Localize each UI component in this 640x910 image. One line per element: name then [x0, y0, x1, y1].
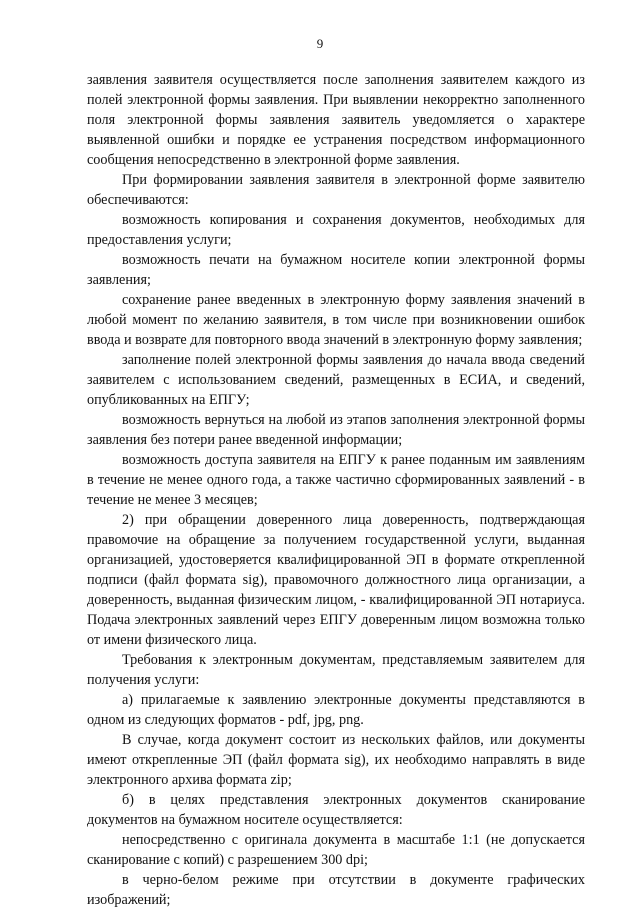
paragraph: возможность доступа заявителя на ЕПГУ к ранее поданным им заявлениям в течение не менее одного года, а также частично сформированных заявлений - в течение не менее 3 месяцев;: [87, 452, 585, 508]
paragraph: При формировании заявления заявителя в электронной форме заявителю обеспечиваются:: [87, 172, 585, 208]
paragraph: а) прилагаемые к заявлению электронные документы представляются в одном из следующих форматов - pdf, jpg, png.: [87, 692, 585, 728]
paragraph: 2) при обращении доверенного лица доверенность, подтверждающая правомочие на обращение за получением государственной услуги, выданная организацией, удостоверяется квалифицированной ЭП в формате открепленной подписи (файл формата sig), правомочного должностного лица организации, а доверенность, выданная физическим лицом, - квалифицированной ЭП нотариуса. Подача электронных заявлений через ЕПГУ доверенным лицом возможна только от имени физического лица.: [87, 512, 585, 648]
paragraph: сохранение ранее введенных в электронную форму заявления значений в любой момент по желанию заявителя, в том числе при возникновении ошибок ввода и возврате для повторного ввода значений в электронную форму заявления;: [87, 292, 585, 348]
page-number: 9: [316, 36, 324, 51]
document-body: [87, 70, 585, 910]
paragraph: Требования к электронным документам, представляемым заявителем для получения услуги:: [87, 652, 585, 688]
paragraph: возможность печати на бумажном носителе копии электронной формы заявления;: [87, 252, 585, 288]
paragraph: возможность вернуться на любой из этапов заполнения электронной формы заявления без потери ранее введенной информации;: [87, 412, 585, 448]
paragraph: В случае, когда документ состоит из нескольких файлов, или документы имеют открепленные ЭП (файл формата sig), их необходимо направлять в виде электронного архива формата zip;: [87, 732, 585, 788]
paragraph: б) в целях представления электронных документов сканирование документов на бумажном носителе осуществляется:: [87, 792, 585, 828]
paragraph: непосредственно с оригинала документа в масштабе 1:1 (не допускается сканирование с копий) с разрешением 300 dpi;: [87, 832, 585, 868]
paragraph: заполнение полей электронной формы заявления до начала ввода сведений заявителем с использованием сведений, размещенных в ЕСИА, и сведений, опубликованных на ЕПГУ;: [87, 352, 585, 408]
paragraph: возможность копирования и сохранения документов, необходимых для предоставления услуги;: [87, 212, 585, 248]
paragraph: в черно-белом режиме при отсутствии в документе графических изображений;: [87, 872, 585, 908]
paragraph: заявления заявителя осуществляется после заполнения заявителем каждого из полей электронной формы заявления. При выявлении некорректно заполненного поля электронной формы заявления заявитель уведомляется о характере выявленной ошибки и порядке ее устранения посредством информационного сообщения непосредственно в электронной форме заявления.: [87, 72, 585, 168]
